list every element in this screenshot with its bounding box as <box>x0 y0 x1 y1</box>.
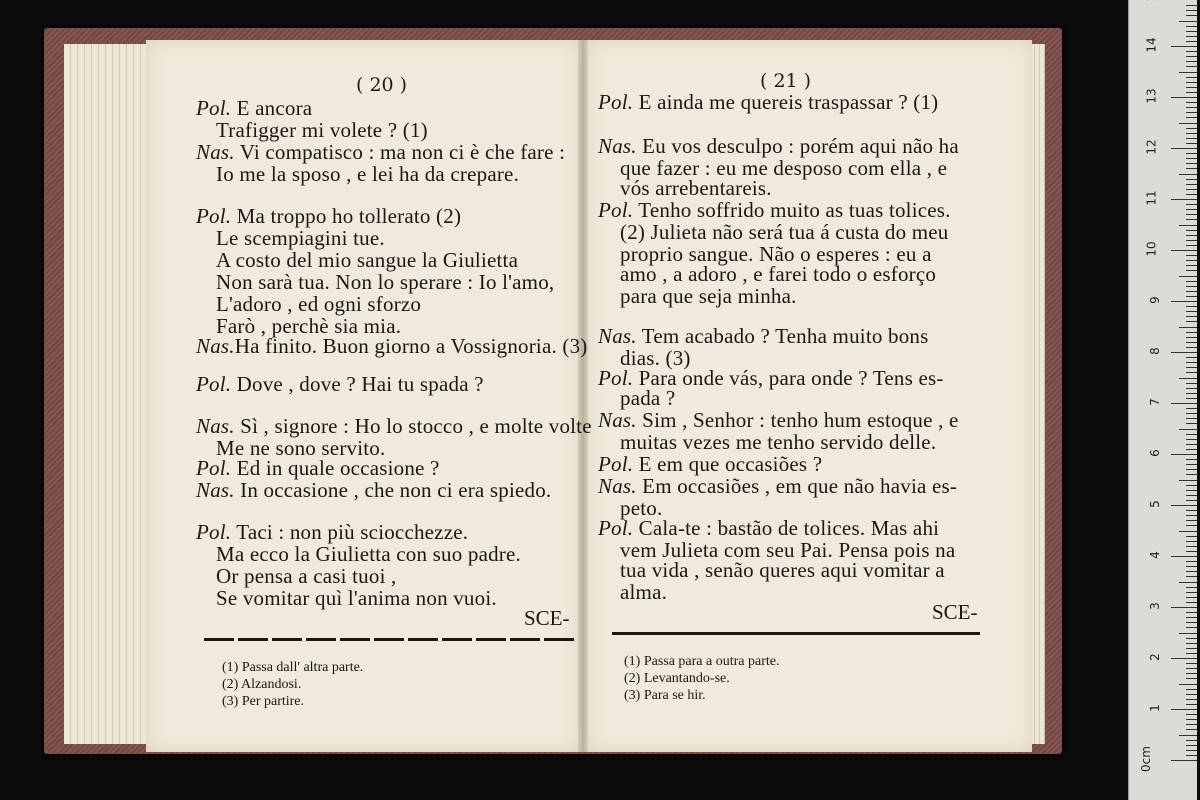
ruler-tick <box>1186 112 1197 113</box>
right-line: dias. (3) <box>620 346 691 370</box>
ruler-tick <box>1186 158 1197 159</box>
ruler-tick <box>1186 265 1197 266</box>
ruler-tick <box>1186 469 1197 470</box>
ruler-tick <box>1186 612 1197 613</box>
ruler-tick <box>1179 174 1197 175</box>
ruler-tick <box>1186 163 1197 164</box>
ruler-tick <box>1186 189 1197 190</box>
ruler-tick <box>1179 378 1197 379</box>
ruler-tick <box>1186 576 1197 577</box>
ruler-tick <box>1186 520 1197 521</box>
ruler-tick <box>1171 556 1197 557</box>
right-footnote: (1) Passa para a outra parte. <box>624 654 780 669</box>
ruler-tick <box>1186 240 1197 241</box>
right-line: alma. <box>620 580 668 604</box>
ruler-tick <box>1186 729 1197 730</box>
right-line: vem Julieta com seu Pai. Pensa pois na <box>620 538 956 562</box>
left-line: Nas. In occasione , che non ci era spiedo. <box>196 478 552 502</box>
ruler-tick <box>1186 107 1197 108</box>
ruler-tick <box>1186 219 1197 220</box>
ruler-tick <box>1186 260 1197 261</box>
right-line: Nas. Eu vos desculpo : porém aqui não ha <box>598 134 959 158</box>
ruler-number: 7 <box>1148 398 1163 406</box>
left-line: Io me la sposo , e lei ha da crepare. <box>216 162 520 186</box>
ruler-tick <box>1186 209 1197 210</box>
right-line: muitas vezes me tenho servido delle. <box>620 430 937 454</box>
ruler-tick <box>1186 500 1197 501</box>
ruler-tick <box>1186 306 1197 307</box>
page-edges-left <box>64 44 149 744</box>
ruler-tick <box>1186 546 1197 547</box>
ruler-number: 8 <box>1148 347 1163 355</box>
ruler-tick <box>1186 245 1197 246</box>
left-line: Le scempiagini tue. <box>216 226 385 250</box>
ruler-tick <box>1186 296 1197 297</box>
ruler-tick <box>1186 26 1197 27</box>
ruler-tick <box>1171 607 1197 608</box>
ruler-tick <box>1186 648 1197 649</box>
ruler-tick <box>1179 276 1197 277</box>
left-line: Trafigger mi volete ? (1) <box>216 118 428 142</box>
right-catchword: SCE- <box>932 600 978 624</box>
left-line: Non sarà tua. Non lo sperare : Io l'amo, <box>216 270 555 294</box>
ruler-tick <box>1186 408 1197 409</box>
ruler-tick <box>1186 444 1197 445</box>
ruler-tick <box>1186 214 1197 215</box>
left-line: Nas. Vi compatisco : ma non ci è che fare : <box>196 140 566 164</box>
ruler-tick <box>1179 21 1197 22</box>
right-line: vós arrebentareis. <box>620 176 772 200</box>
ruler-tick <box>1186 668 1197 669</box>
ruler-tick <box>1186 398 1197 399</box>
left-footnote: (1) Passa dall' altra parte. <box>222 660 364 675</box>
left-line: Pol. Ed in quale occasione ? <box>196 456 440 480</box>
left-line: Pol. Ma troppo ho tollerato (2) <box>196 204 462 228</box>
ruler-tick <box>1186 143 1197 144</box>
ruler-tick <box>1186 31 1197 32</box>
ruler-tick <box>1171 454 1197 455</box>
ruler-tick <box>1171 250 1197 251</box>
ruler-tick <box>1186 724 1197 725</box>
ruler-tick <box>1171 199 1197 200</box>
ruler-tick <box>1186 41 1197 42</box>
right-line: para que seja minha. <box>620 284 797 308</box>
right-page-number: ( 21 ) <box>760 70 812 92</box>
ruler-number: 4 <box>1148 551 1163 559</box>
ruler-number: 13 <box>1144 88 1159 104</box>
right-line: Pol. E em que occasiões ? <box>598 452 823 476</box>
ruler-tick <box>1186 592 1197 593</box>
left-footnote: (3) Per partire. <box>222 694 305 709</box>
ruler-tick <box>1186 627 1197 628</box>
ruler-number <box>1144 0 1158 2</box>
ruler-tick <box>1186 750 1197 751</box>
right-line: tua vida , senão queres aqui vomitar a <box>620 558 945 582</box>
ruler-tick <box>1186 587 1197 588</box>
ruler-tick <box>1186 291 1197 292</box>
ruler-tick <box>1171 352 1197 353</box>
right-line: Pol. Tenho soffrido muito as tuas tolices. <box>598 198 951 222</box>
ruler-tick <box>1186 87 1197 88</box>
ruler-tick <box>1186 316 1197 317</box>
ruler-tick <box>1186 714 1197 715</box>
ruler-tick <box>1186 694 1197 695</box>
ruler-tick <box>1186 56 1197 57</box>
ruler-tick <box>1171 403 1197 404</box>
ruler-tick <box>1186 689 1197 690</box>
ruler-tick <box>1179 123 1197 124</box>
ruler-tick <box>1186 551 1197 552</box>
right-line: pada ? <box>620 386 676 410</box>
ruler-tick <box>1186 270 1197 271</box>
left-line: Or pensa a casi tuoi , <box>216 564 397 588</box>
ruler-tick <box>1186 92 1197 93</box>
ruler-tick <box>1179 72 1197 73</box>
ruler-tick <box>1186 464 1197 465</box>
right-line: Pol. E ainda me quereis traspassar ? (1) <box>598 90 939 114</box>
ruler-tick <box>1186 128 1197 129</box>
ruler-tick <box>1186 439 1197 440</box>
ruler-tick <box>1186 525 1197 526</box>
ruler-tick <box>1186 337 1197 338</box>
ruler-tick <box>1186 255 1197 256</box>
ruler-number: 14 <box>1144 37 1159 53</box>
ruler-tick <box>1186 418 1197 419</box>
ruler-tick <box>1186 372 1197 373</box>
ruler-tick <box>1179 684 1197 685</box>
right-line: Nas. Sim , Senhor : tenho hum estoque , e <box>598 408 959 432</box>
ruler-tick <box>1186 102 1197 103</box>
ruler-tick <box>1186 179 1197 180</box>
ruler-number: 5 <box>1148 500 1163 508</box>
left-line: L'adoro , ed ogni sforzo <box>216 292 422 316</box>
ruler-number: 3 <box>1148 602 1163 610</box>
ruler-tick <box>1186 138 1197 139</box>
ruler-tick <box>1186 617 1197 618</box>
left-line: Farò , perchè sia mia. <box>216 314 402 338</box>
ruler-tick <box>1186 704 1197 705</box>
ruler-tick <box>1186 413 1197 414</box>
ruler-tick <box>1186 597 1197 598</box>
ruler-tick <box>1186 515 1197 516</box>
ruler-tick <box>1179 582 1197 583</box>
ruler-tick <box>1186 719 1197 720</box>
ruler-tick <box>1186 638 1197 639</box>
left-line: Me ne sono servito. <box>216 436 386 460</box>
ruler-tick <box>1186 332 1197 333</box>
ruler-tick <box>1186 536 1197 537</box>
right-line: proprio sangue. Não o esperes : eu a <box>620 242 932 266</box>
left-line: Pol. Taci : non più sciocchezze. <box>196 520 469 544</box>
ruler-tick <box>1179 429 1197 430</box>
right-line: Nas. Tem acabado ? Tenha muito bons <box>598 324 929 348</box>
right-footnote: (3) Para se hir. <box>624 688 706 703</box>
ruler-tick <box>1186 235 1197 236</box>
ruler-tick <box>1186 117 1197 118</box>
ruler-tick <box>1186 321 1197 322</box>
ruler-tick <box>1186 281 1197 282</box>
ruler-tick <box>1186 204 1197 205</box>
ruler-tick <box>1186 490 1197 491</box>
ruler-tick <box>1186 495 1197 496</box>
right-line: que fazer : eu me desposo com ella , e <box>620 156 948 180</box>
right-footnote: (2) Levantando-se. <box>624 671 730 686</box>
ruler-tick <box>1171 301 1197 302</box>
left-line: Nas. Sì , signore : Ho lo stocco , e molte volte <box>196 414 592 438</box>
left-line: A costo del mio sangue la Giulietta <box>216 248 519 272</box>
ruler-tick <box>1186 342 1197 343</box>
ruler-tick <box>1186 367 1197 368</box>
ruler-tick <box>1186 153 1197 154</box>
ruler-tick <box>1186 311 1197 312</box>
right-line: amo , a adoro , e farei todo o esforço <box>620 262 937 286</box>
ruler-tick <box>1186 347 1197 348</box>
ruler-tick <box>1186 383 1197 384</box>
ruler-tick <box>1186 168 1197 169</box>
right-footnote-rule <box>612 632 980 635</box>
ruler-tick <box>1171 658 1197 659</box>
left-footnote: (2) Alzandosi. <box>222 677 302 692</box>
left-line: Pol. Dove , dove ? Hai tu spada ? <box>196 372 484 396</box>
ruler-tick <box>1186 133 1197 134</box>
ruler-tick <box>1171 709 1197 710</box>
ruler-tick <box>1186 678 1197 679</box>
right-line: (2) Julieta não será tua á custa do meu <box>620 220 949 244</box>
ruler-number: 9 <box>1148 296 1163 304</box>
ruler-tick <box>1171 46 1197 47</box>
ruler-tick <box>1171 148 1197 149</box>
measuring-ruler <box>1128 0 1197 800</box>
left-footnote-rule <box>204 638 578 641</box>
ruler-tick <box>1186 51 1197 52</box>
left-line: Pol. E ancora <box>196 96 313 120</box>
ruler-tick <box>1179 531 1197 532</box>
ruler-tick <box>1186 566 1197 567</box>
ruler-tick <box>1186 755 1197 756</box>
ruler-number: 12 <box>1144 139 1159 155</box>
ruler-tick <box>1186 561 1197 562</box>
ruler-tick <box>1186 393 1197 394</box>
right-line: Pol. Cala-te : bastão de tolices. Mas ahi <box>598 516 940 540</box>
ruler-number: 11 <box>1144 190 1159 206</box>
ruler-tick <box>1171 505 1197 506</box>
ruler-tick <box>1186 474 1197 475</box>
left-catchword: SCE- <box>524 606 570 630</box>
ruler-number: 10 <box>1144 241 1159 257</box>
ruler-tick <box>1186 510 1197 511</box>
ruler-tick <box>1186 699 1197 700</box>
ruler-tick <box>1186 673 1197 674</box>
left-page-number: ( 20 ) <box>356 74 408 96</box>
ruler-tick <box>1186 36 1197 37</box>
ruler-tick <box>1186 571 1197 572</box>
book-gutter <box>578 40 588 752</box>
ruler-number: 2 <box>1148 653 1163 661</box>
ruler-tick <box>1171 760 1197 761</box>
ruler-unit-label: 0cm <box>1139 746 1154 772</box>
ruler-tick <box>1186 10 1197 11</box>
ruler-tick <box>1186 459 1197 460</box>
ruler-tick <box>1186 82 1197 83</box>
page-edges-right <box>1030 44 1045 744</box>
right-line: Nas. Em occasiões , em que não havia es- <box>598 474 958 498</box>
right-line: Pol. Para onde vás, para onde ? Tens es- <box>598 366 944 390</box>
ruler-tick <box>1186 388 1197 389</box>
ruler-tick <box>1179 480 1197 481</box>
ruler-tick <box>1186 653 1197 654</box>
ruler-tick <box>1186 622 1197 623</box>
ruler-tick <box>1186 745 1197 746</box>
ruler-tick <box>1186 541 1197 542</box>
ruler-tick <box>1186 449 1197 450</box>
ruler-tick <box>1186 61 1197 62</box>
ruler-tick <box>1171 97 1197 98</box>
ruler-tick <box>1186 286 1197 287</box>
left-line: Nas.Ha finito. Buon giorno a Vossignoria. (3) <box>196 334 588 358</box>
ruler-tick <box>1186 643 1197 644</box>
ruler-tick <box>1186 184 1197 185</box>
ruler-tick <box>1186 362 1197 363</box>
ruler-tick <box>1186 602 1197 603</box>
ruler-tick <box>1179 327 1197 328</box>
ruler-tick <box>1186 15 1197 16</box>
ruler-tick <box>1186 663 1197 664</box>
ruler-tick <box>1186 66 1197 67</box>
ruler-number: 1 <box>1148 704 1163 712</box>
ruler-tick <box>1179 633 1197 634</box>
ruler-tick <box>1186 740 1197 741</box>
left-line: Se vomitar quì l'anima non vuoi. <box>216 586 497 610</box>
ruler-number: 6 <box>1148 449 1163 457</box>
ruler-tick <box>1179 225 1197 226</box>
ruler-tick <box>1186 485 1197 486</box>
left-line: Ma ecco la Giulietta con suo padre. <box>216 542 521 566</box>
ruler-tick <box>1186 194 1197 195</box>
ruler-tick <box>1186 423 1197 424</box>
ruler-tick <box>1179 735 1197 736</box>
ruler-tick <box>1186 77 1197 78</box>
ruler-tick <box>1186 230 1197 231</box>
ruler-tick <box>1186 357 1197 358</box>
right-line: peto. <box>620 496 663 520</box>
ruler-tick <box>1186 5 1197 6</box>
ruler-tick <box>1186 434 1197 435</box>
